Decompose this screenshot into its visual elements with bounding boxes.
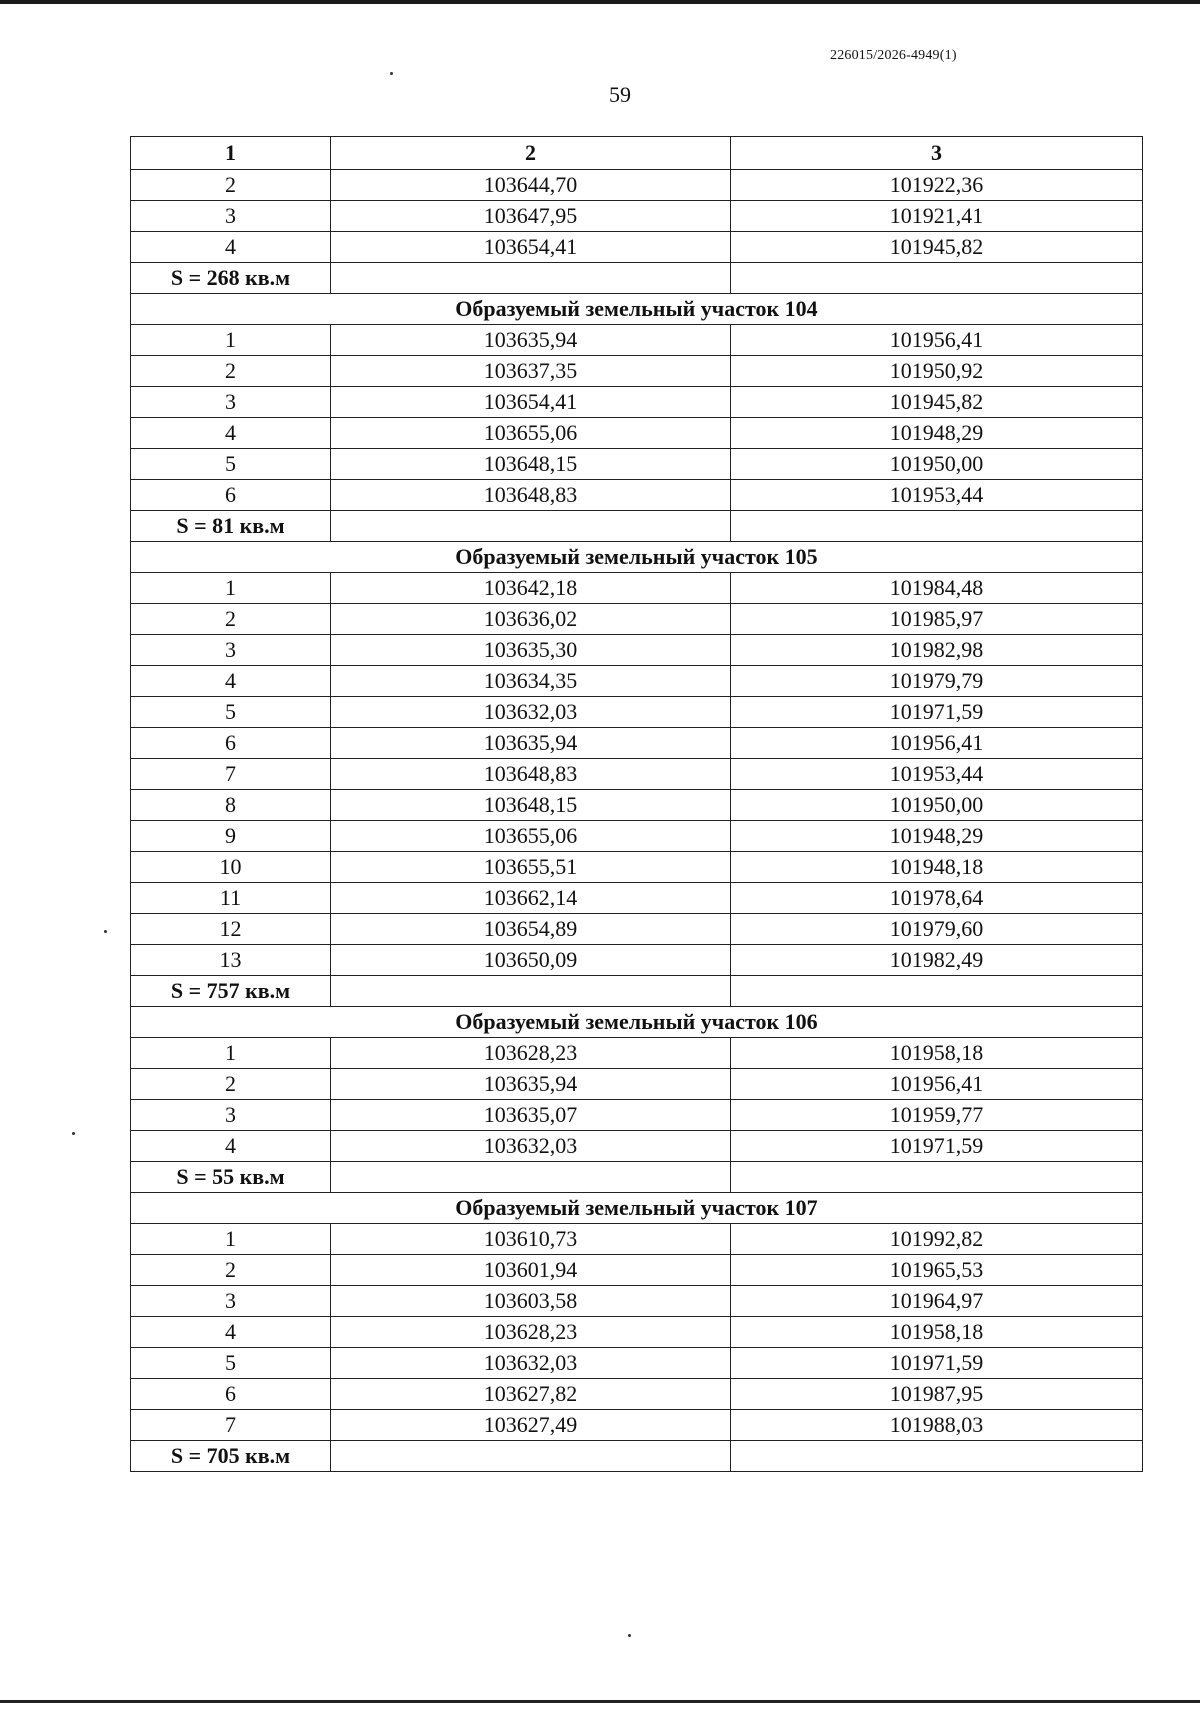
x-coordinate-cell: 103662,14 (331, 883, 731, 914)
empty-cell (731, 1162, 1143, 1193)
point-number-cell: 6 (131, 1379, 331, 1410)
x-coordinate-cell: 103603,58 (331, 1286, 731, 1317)
table-row (131, 728, 1143, 759)
point-number-cell: 4 (131, 1131, 331, 1162)
y-coordinate-cell: 101971,59 (731, 1131, 1143, 1162)
y-coordinate-cell: 101978,64 (731, 883, 1143, 914)
area-row (131, 263, 1143, 294)
table-row (131, 604, 1143, 635)
point-number-cell: 8 (131, 790, 331, 821)
point-number-cell: 2 (131, 170, 331, 201)
area-row (131, 1162, 1143, 1193)
y-coordinate-cell: 101985,97 (731, 604, 1143, 635)
x-coordinate-cell: 103610,73 (331, 1224, 731, 1255)
table-row (131, 635, 1143, 666)
table-row (131, 387, 1143, 418)
point-number-cell: 4 (131, 232, 331, 263)
y-coordinate-cell: 101956,41 (731, 728, 1143, 759)
page-number: 59 (609, 82, 631, 107)
x-coordinate-cell: 103628,23 (331, 1317, 731, 1348)
point-number-cell: 4 (131, 418, 331, 449)
x-coordinate-cell: 103634,35 (331, 666, 731, 697)
table-row (131, 480, 1143, 511)
y-coordinate-cell: 101987,95 (731, 1379, 1143, 1410)
point-number-cell: 6 (131, 728, 331, 759)
point-number-cell: 11 (131, 883, 331, 914)
y-coordinate-cell: 101979,79 (731, 666, 1143, 697)
x-coordinate-cell: 103650,09 (331, 945, 731, 976)
y-coordinate-cell: 101959,77 (731, 1100, 1143, 1131)
table-row (131, 697, 1143, 728)
y-coordinate-cell: 101982,49 (731, 945, 1143, 976)
y-coordinate-cell: 101950,00 (731, 790, 1143, 821)
scan-edge-top (0, 0, 1200, 4)
x-coordinate-cell: 103644,70 (331, 170, 731, 201)
point-number-cell: 3 (131, 1100, 331, 1131)
table-row (131, 883, 1143, 914)
table-row (131, 1131, 1143, 1162)
scan-edge-bottom (0, 1700, 1200, 1703)
empty-cell (731, 976, 1143, 1007)
table-row (131, 1410, 1143, 1441)
empty-cell (731, 263, 1143, 294)
point-number-cell: 1 (131, 573, 331, 604)
x-coordinate-cell: 103655,51 (331, 852, 731, 883)
table-row (131, 790, 1143, 821)
area-value: S = 705 кв.м (131, 1441, 331, 1472)
x-coordinate-cell: 103632,03 (331, 697, 731, 728)
table-row (131, 325, 1143, 356)
section-title: Образуемый земельный участок 107 (131, 1193, 1143, 1224)
empty-cell (331, 263, 731, 294)
point-number-cell: 3 (131, 387, 331, 418)
section-title-row (131, 294, 1143, 325)
empty-cell (331, 1162, 731, 1193)
table-row (131, 914, 1143, 945)
empty-cell (731, 511, 1143, 542)
y-coordinate-cell: 101945,82 (731, 232, 1143, 263)
table-row (131, 418, 1143, 449)
area-value: S = 757 кв.м (131, 976, 331, 1007)
x-coordinate-cell: 103654,89 (331, 914, 731, 945)
y-coordinate-cell: 101922,36 (731, 170, 1143, 201)
area-value: S = 55 кв.м (131, 1162, 331, 1193)
x-coordinate-cell: 103627,49 (331, 1410, 731, 1441)
x-coordinate-cell: 103648,83 (331, 759, 731, 790)
point-number-cell: 13 (131, 945, 331, 976)
x-coordinate-cell: 103636,02 (331, 604, 731, 635)
y-coordinate-cell: 101945,82 (731, 387, 1143, 418)
point-number-cell: 12 (131, 914, 331, 945)
point-number-cell: 1 (131, 1038, 331, 1069)
area-value: S = 81 кв.м (131, 511, 331, 542)
point-number-cell: 2 (131, 604, 331, 635)
table-row (131, 1100, 1143, 1131)
table-row (131, 1317, 1143, 1348)
y-coordinate-cell: 101984,48 (731, 573, 1143, 604)
x-coordinate-cell: 103637,35 (331, 356, 731, 387)
coordinates-table-body (131, 137, 1143, 1472)
x-coordinate-cell: 103642,18 (331, 573, 731, 604)
section-title-row (131, 1007, 1143, 1038)
table-row (131, 852, 1143, 883)
table-header-row (131, 137, 1143, 170)
table-row (131, 1286, 1143, 1317)
x-coordinate-cell: 103654,41 (331, 232, 731, 263)
y-coordinate-cell: 101982,98 (731, 635, 1143, 666)
x-coordinate-cell: 103648,83 (331, 480, 731, 511)
coordinates-table (130, 136, 1143, 1472)
empty-cell (731, 1441, 1143, 1472)
scan-speck (72, 1132, 75, 1135)
point-number-cell: 10 (131, 852, 331, 883)
point-number-cell: 5 (131, 1348, 331, 1379)
section-title: Образуемый земельный участок 106 (131, 1007, 1143, 1038)
y-coordinate-cell: 101992,82 (731, 1224, 1143, 1255)
table-row (131, 1038, 1143, 1069)
point-number-cell: 2 (131, 1255, 331, 1286)
y-coordinate-cell: 101965,53 (731, 1255, 1143, 1286)
table-row (131, 821, 1143, 852)
point-number-cell: 5 (131, 449, 331, 480)
table-row (131, 1379, 1143, 1410)
table-row (131, 1348, 1143, 1379)
section-title: Образуемый земельный участок 105 (131, 542, 1143, 573)
x-coordinate-cell: 103635,94 (331, 325, 731, 356)
y-coordinate-cell: 101948,18 (731, 852, 1143, 883)
area-value: S = 268 кв.м (131, 263, 331, 294)
point-number-cell: 3 (131, 1286, 331, 1317)
section-title-row (131, 1193, 1143, 1224)
x-coordinate-cell: 103648,15 (331, 790, 731, 821)
table-row (131, 201, 1143, 232)
section-title: Образуемый земельный участок 104 (131, 294, 1143, 325)
table-row (131, 1069, 1143, 1100)
y-coordinate-cell: 101953,44 (731, 759, 1143, 790)
table-row (131, 356, 1143, 387)
y-coordinate-cell: 101950,00 (731, 449, 1143, 480)
section-title-row (131, 542, 1143, 573)
x-coordinate-cell: 103635,94 (331, 1069, 731, 1100)
area-row (131, 976, 1143, 1007)
point-number-cell: 7 (131, 759, 331, 790)
header-cell-x: 2 (331, 137, 731, 170)
table-row (131, 232, 1143, 263)
table-row (131, 1255, 1143, 1286)
x-coordinate-cell: 103635,94 (331, 728, 731, 759)
x-coordinate-cell: 103647,95 (331, 201, 731, 232)
point-number-cell: 4 (131, 666, 331, 697)
document-id: 226015/2026-4949(1) (830, 48, 957, 63)
x-coordinate-cell: 103655,06 (331, 821, 731, 852)
empty-cell (331, 1441, 731, 1472)
y-coordinate-cell: 101956,41 (731, 325, 1143, 356)
area-row (131, 1441, 1143, 1472)
y-coordinate-cell: 101958,18 (731, 1317, 1143, 1348)
y-coordinate-cell: 101979,60 (731, 914, 1143, 945)
point-number-cell: 9 (131, 821, 331, 852)
table-row (131, 170, 1143, 201)
x-coordinate-cell: 103632,03 (331, 1348, 731, 1379)
point-number-cell: 3 (131, 201, 331, 232)
y-coordinate-cell: 101958,18 (731, 1038, 1143, 1069)
y-coordinate-cell: 101988,03 (731, 1410, 1143, 1441)
scan-speck (104, 930, 107, 933)
x-coordinate-cell: 103627,82 (331, 1379, 731, 1410)
point-number-cell: 7 (131, 1410, 331, 1441)
empty-cell (331, 976, 731, 1007)
scan-speck (628, 1634, 631, 1637)
x-coordinate-cell: 103635,30 (331, 635, 731, 666)
table-row (131, 759, 1143, 790)
table-row (131, 945, 1143, 976)
point-number-cell: 5 (131, 697, 331, 728)
x-coordinate-cell: 103654,41 (331, 387, 731, 418)
y-coordinate-cell: 101950,92 (731, 356, 1143, 387)
point-number-cell: 3 (131, 635, 331, 666)
point-number-cell: 1 (131, 1224, 331, 1255)
point-number-cell: 4 (131, 1317, 331, 1348)
table-row (131, 1224, 1143, 1255)
point-number-cell: 2 (131, 356, 331, 387)
table-row (131, 666, 1143, 697)
header-cell-point: 1 (131, 137, 331, 170)
scan-speck (390, 72, 393, 75)
x-coordinate-cell: 103628,23 (331, 1038, 731, 1069)
x-coordinate-cell: 103635,07 (331, 1100, 731, 1131)
y-coordinate-cell: 101948,29 (731, 418, 1143, 449)
empty-cell (331, 511, 731, 542)
area-row (131, 511, 1143, 542)
point-number-cell: 2 (131, 1069, 331, 1100)
point-number-cell: 1 (131, 325, 331, 356)
y-coordinate-cell: 101953,44 (731, 480, 1143, 511)
x-coordinate-cell: 103601,94 (331, 1255, 731, 1286)
y-coordinate-cell: 101921,41 (731, 201, 1143, 232)
header-cell-y: 3 (731, 137, 1143, 170)
x-coordinate-cell: 103655,06 (331, 418, 731, 449)
x-coordinate-cell: 103632,03 (331, 1131, 731, 1162)
table-row (131, 449, 1143, 480)
y-coordinate-cell: 101956,41 (731, 1069, 1143, 1100)
y-coordinate-cell: 101964,97 (731, 1286, 1143, 1317)
y-coordinate-cell: 101948,29 (731, 821, 1143, 852)
x-coordinate-cell: 103648,15 (331, 449, 731, 480)
table-row (131, 573, 1143, 604)
y-coordinate-cell: 101971,59 (731, 1348, 1143, 1379)
point-number-cell: 6 (131, 480, 331, 511)
y-coordinate-cell: 101971,59 (731, 697, 1143, 728)
